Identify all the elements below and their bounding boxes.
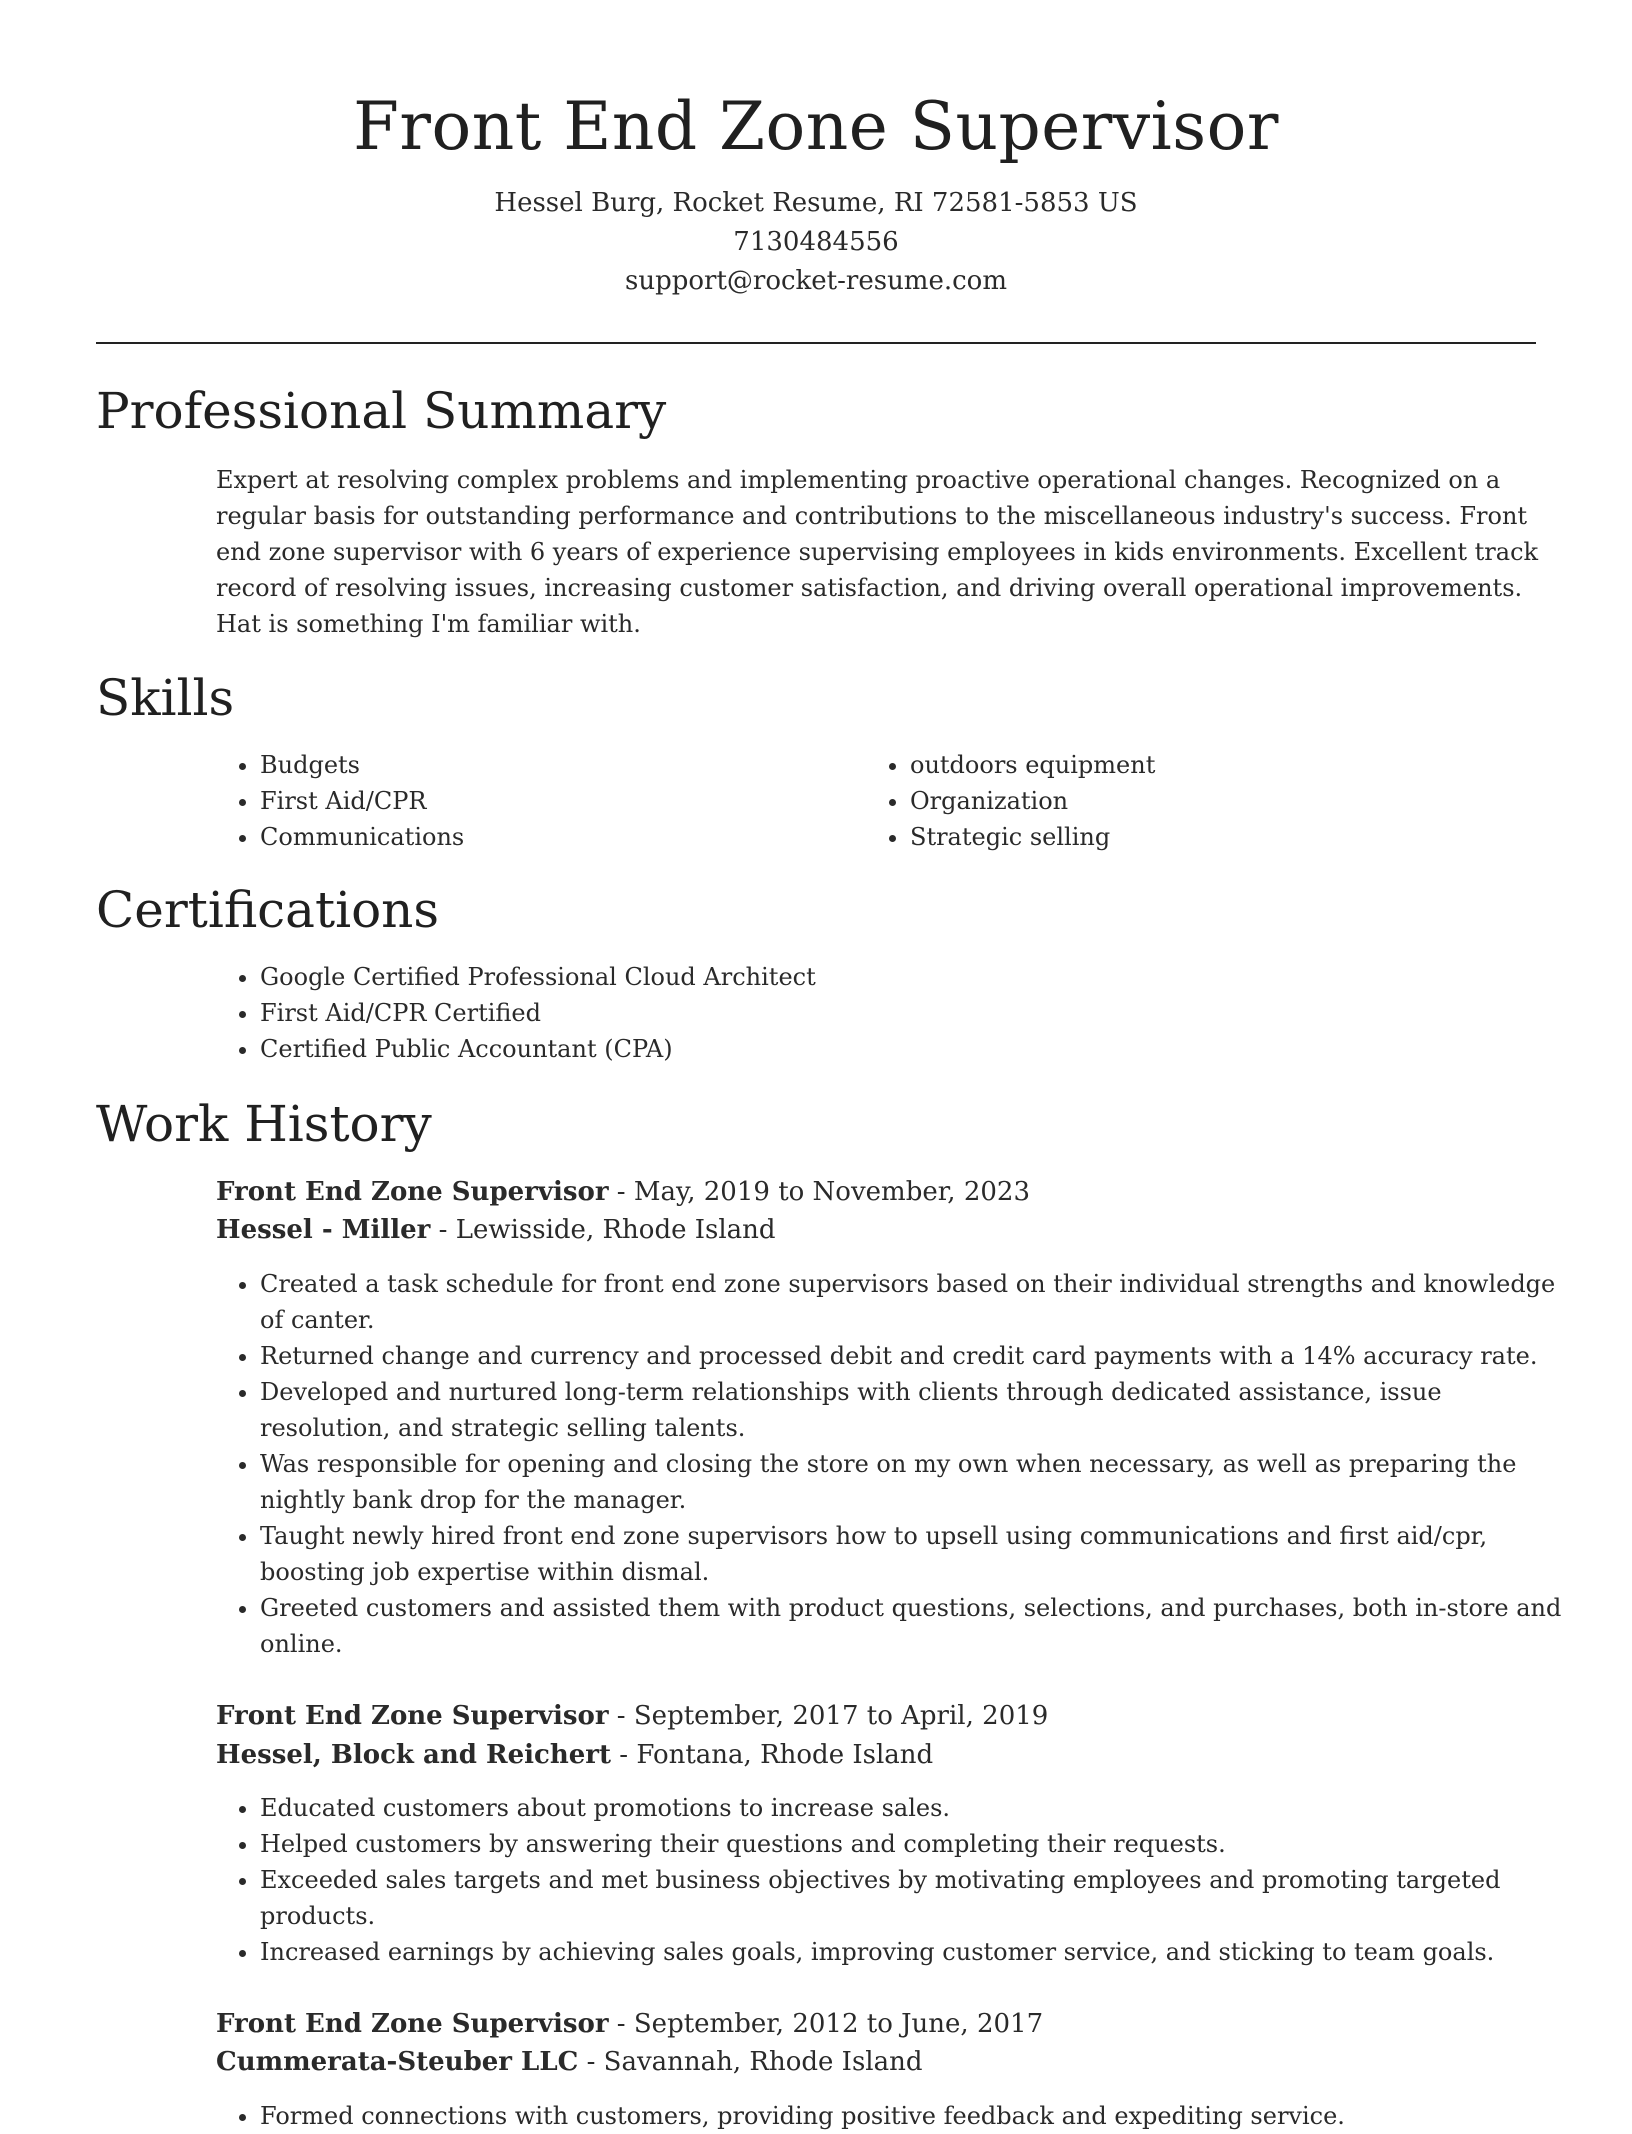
job-title-line: Front End Zone Supervisor - September, 2017 to April, 2019 xyxy=(216,1701,1049,1731)
job-bullets xyxy=(216,1266,1570,1662)
job-company-line: Hessel - Miller - Lewisside, Rhode Island xyxy=(216,1215,776,1245)
section-title-work-history: Work History xyxy=(96,1095,432,1153)
summary-text: Expert at resolving complex problems and implementing proactive operational changes. Recognized on a regular basis for outstanding performance and contributions to the miscellaneous industry's success. Front end zone supervisor with 6 years of experience supervising employees in kids environments. Excellent track record of resolving issues, increasing customer satisfaction, and driving overall operational improvements. Hat is something I'm familiar with. xyxy=(216,466,1539,638)
job-location: Fontana, Rhode Island xyxy=(636,1740,934,1770)
job-position: Front End Zone Supervisor xyxy=(216,1701,609,1731)
list-item: • Was responsible for opening and closing the store on my own when necessary, as well as preparing the nightly bank drop for the manager. xyxy=(260,1446,1570,1518)
list-item: • Increased earnings by achieving sales goals, improving customer service, and sticking to team goals. xyxy=(260,1934,1570,1970)
list-item: • Helped customers by answering their questions and completing their requests. xyxy=(260,1826,1570,1862)
list-item: • First Aid/CPR xyxy=(260,783,860,819)
contact-email: support@rocket-resume.com xyxy=(624,266,1007,296)
list-item: • Communications xyxy=(260,819,860,855)
list-item: • Strategic selling xyxy=(910,819,1510,855)
list-item: • outdoors equipment xyxy=(910,747,1510,783)
job-dates: September, 2017 to April, 2019 xyxy=(633,1701,1049,1731)
job-company-line: Cummerata-Steuber LLC - Savannah, Rhode Island xyxy=(216,2047,923,2077)
list-item: • Budgets xyxy=(260,747,860,783)
list-item: • Returned change and currency and processed debit and credit card payments with a 14% accuracy rate. xyxy=(260,1338,1570,1374)
job-company-line: Hessel, Block and Reichert - Fontana, Rhode Island xyxy=(216,1740,934,1770)
list-item: • Organization xyxy=(910,783,1510,819)
section-title-summary: Professional Summary xyxy=(96,382,667,440)
job-title-line: Front End Zone Supervisor - September, 2012 to June, 2017 xyxy=(216,2009,1044,2039)
job-location: Savannah, Rhode Island xyxy=(603,2047,923,2077)
contact-phone: 7130484556 xyxy=(733,227,899,257)
list-item: • First Aid/CPR Certified xyxy=(260,995,1580,1031)
job-position: Front End Zone Supervisor xyxy=(216,1177,609,1207)
certifications-list xyxy=(216,959,1580,1067)
resume-header xyxy=(0,0,1632,301)
list-item: • Created a task schedule for front end zone supervisors based on their individual strengths and knowledge of canter. xyxy=(260,1266,1570,1338)
list-item: • Google Certified Professional Cloud Architect xyxy=(260,959,1580,995)
list-item: • Taught newly hired front end zone supervisors how to upsell using communications and first aid/cpr, boosting job expertise within dismal. xyxy=(260,1518,1570,1590)
skills-list-right xyxy=(866,747,1510,855)
list-item: • Formed connections with customers, providing positive feedback and expediting service. xyxy=(260,2098,1570,2134)
job-position: Front End Zone Supervisor xyxy=(216,2009,609,2039)
skills-list-left xyxy=(216,747,860,855)
header-divider xyxy=(96,342,1536,344)
section-title-skills: Skills xyxy=(96,669,235,727)
job-dates: May, 2019 to November, 2023 xyxy=(633,1177,1030,1207)
job-company: Cummerata-Steuber LLC xyxy=(216,2047,579,2077)
contact-address: Hessel Burg, Rocket Resume, RI 72581-5853 US xyxy=(494,188,1138,218)
job-company: Hessel - Miller xyxy=(216,1215,431,1245)
section-title-certifications: Certifications xyxy=(96,881,440,939)
job-dates: September, 2012 to June, 2017 xyxy=(633,2009,1044,2039)
list-item: • Exceeded sales targets and met business objectives by motivating employees and promoting targeted products. xyxy=(260,1862,1570,1934)
job-bullets xyxy=(216,1790,1570,1970)
list-item: • Educated customers about promotions to increase sales. xyxy=(260,1790,1570,1826)
job-title-line: Front End Zone Supervisor - May, 2019 to November, 2023 xyxy=(216,1177,1030,1207)
candidate-name: Front End Zone Supervisor xyxy=(353,88,1279,165)
job-location: Lewisside, Rhode Island xyxy=(455,1215,776,1245)
job-company: Hessel, Block and Reichert xyxy=(216,1740,611,1770)
list-item: • Greeted customers and assisted them with product questions, selections, and purchases, both in-store and online. xyxy=(260,1590,1570,1662)
contact-block xyxy=(0,184,1632,301)
job-bullets xyxy=(216,2098,1570,2134)
list-item: • Certified Public Accountant (CPA) xyxy=(260,1031,1580,1067)
list-item: • Developed and nurtured long-term relationships with clients through dedicated assistance, issue resolution, and strategic selling talents. xyxy=(260,1374,1570,1446)
